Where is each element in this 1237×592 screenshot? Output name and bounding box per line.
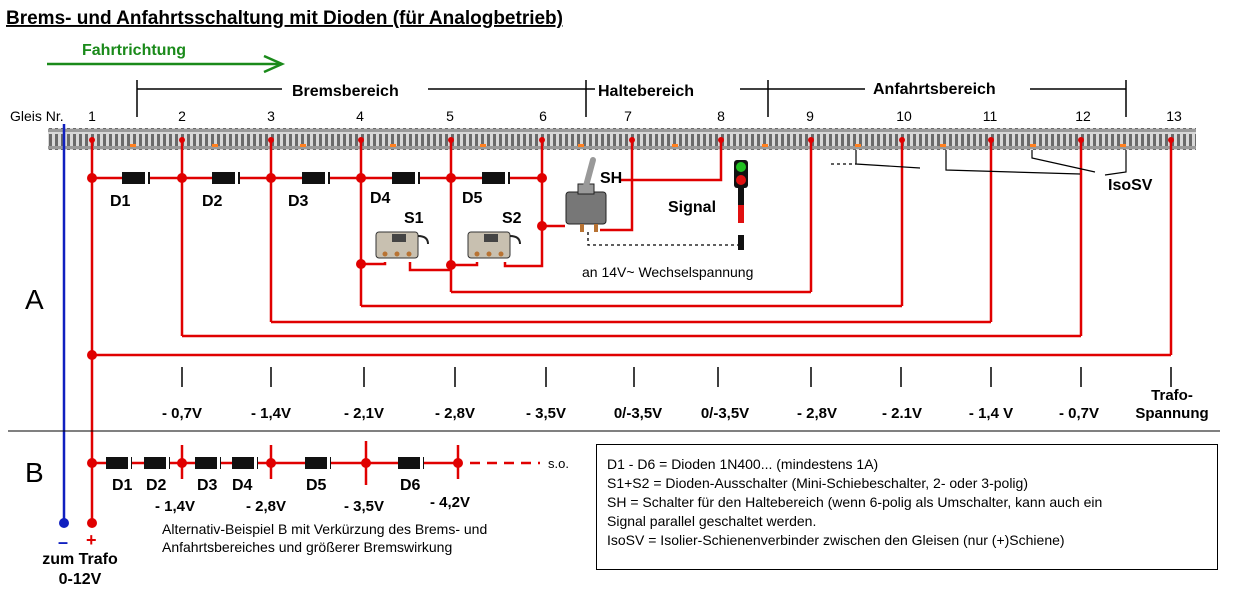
diode-icon (482, 171, 510, 185)
variant-b-label: B (25, 457, 44, 488)
track-number: 7 (624, 108, 632, 124)
signal-label: Signal (668, 199, 717, 216)
trafo-label-line-1: zum Trafo (42, 551, 118, 568)
diode-icon (195, 456, 221, 470)
slide-switch-s2-icon (468, 232, 520, 258)
b-voltage-labels (155, 494, 470, 515)
voltage-label: - 1,4V (154, 498, 196, 515)
diode-label: D3 (197, 477, 218, 494)
diode-label: D2 (146, 477, 167, 494)
voltage-label: - 1,4 V (968, 405, 1014, 422)
track-number: 12 (1075, 108, 1091, 124)
trafo-label-line-2: 0-12V (58, 571, 102, 588)
switch-label-s2: S2 (502, 210, 522, 227)
ac-label: an 14V~ Wechselspannung (582, 264, 754, 280)
track-number: 5 (446, 108, 454, 124)
voltage-label: - 2,8V (245, 498, 287, 515)
legend-line: D1 - D6 = Dioden 1N400... (mindestens 1A) (607, 456, 879, 472)
diode-icon (392, 171, 420, 185)
voltage-label: - 2,8V (796, 405, 838, 422)
voltage-label: - 4,2V (429, 494, 471, 511)
signal-icon (734, 160, 748, 250)
voltage-label: - 3,5V (525, 405, 567, 422)
legend-line: S1+S2 = Dioden-Ausschalter (Mini-Schiebeschalter, 2- oder 3-polig) (607, 475, 1028, 491)
track-number: 3 (267, 108, 275, 124)
track-number: 8 (717, 108, 725, 124)
voltage-label: - 3,5V (343, 498, 385, 515)
voltage-label: - 0,7V (1058, 405, 1100, 422)
diode-label: D4 (232, 477, 253, 494)
voltage-label: - 1,4V (250, 405, 292, 422)
legend-line: Signal parallel geschaltet werden. (607, 513, 817, 529)
legend-line: IsoSV = Isolier-Schienenverbinder zwischen den Gleisen (nur (+)Schiene) (607, 532, 1065, 548)
b-note-line-1: Alternativ-Beispiel B mit Verkürzung des Brems- und (162, 521, 488, 537)
diode-icon (212, 171, 240, 185)
voltage-label: - 0,7V (161, 405, 203, 422)
negative-terminal (59, 518, 69, 528)
track-number: 6 (539, 108, 547, 124)
diode-label: D2 (202, 193, 223, 210)
isosv-label: IsoSV (1108, 177, 1153, 194)
track-number: 2 (178, 108, 186, 124)
diode-icon (232, 456, 258, 470)
voltage-label: 0/-3,5V (700, 405, 750, 422)
variant-a-label: A (25, 284, 44, 315)
switch-label-sh: SH (600, 170, 623, 187)
so-label: s.o. (548, 456, 569, 471)
diagram-title: Brems- und Anfahrtsschaltung mit Dioden (für Analogbetrieb) (6, 8, 563, 29)
junction-dots (87, 137, 1174, 360)
voltage-label: 0/-3,5V (613, 405, 663, 422)
voltage-label: - 2,8V (434, 405, 476, 422)
diode-icon (122, 171, 150, 185)
track (48, 128, 1196, 150)
track-numbers (88, 108, 1182, 124)
track-number: 13 (1166, 108, 1182, 124)
diode-label: D1 (112, 477, 133, 494)
gleis-label: Gleis Nr. (10, 108, 64, 124)
voltage-labels (162, 387, 1209, 422)
section-label-halte: Haltebereich (598, 83, 695, 100)
section-label-brems: Bremsbereich (292, 83, 399, 100)
track-number: 4 (356, 108, 364, 124)
plus-label: + (86, 530, 97, 550)
section-label-anfahrt: Anfahrtsbereich (873, 81, 996, 98)
voltage-label: - 2.1V (881, 405, 923, 422)
diode-icon (305, 456, 331, 470)
diode-labels-b (112, 477, 421, 494)
diode-label: D1 (110, 193, 131, 210)
diode-label: D4 (370, 190, 391, 207)
positive-terminal (87, 518, 97, 528)
diode-icon (106, 456, 132, 470)
ac-dashed-lines (588, 195, 741, 245)
diode-labels-a (110, 190, 483, 210)
legend-box (596, 444, 1218, 570)
diode-label: D5 (462, 190, 483, 207)
voltage-ticks (182, 367, 1171, 387)
diode-label: D5 (306, 477, 327, 494)
track-number: 1 (88, 108, 96, 124)
diode-icon (302, 171, 330, 185)
diode-label: D3 (288, 193, 309, 210)
legend-line: SH = Schalter für den Haltebereich (wenn 6-polig als Umschalter, kann auch ein (607, 494, 1103, 510)
slide-switch-s1-icon (376, 232, 428, 258)
b-note-line-2: Anfahrtsbereiches und größerer Bremswirkung (162, 539, 453, 555)
minus-label: – (58, 532, 69, 552)
diode-icon (144, 456, 170, 470)
track-number: 9 (806, 108, 814, 124)
voltage-label-trafo: Trafo- (1151, 387, 1193, 404)
voltage-label: - 2,1V (343, 405, 385, 422)
diode-label: D6 (400, 477, 421, 494)
direction-label: Fahrtrichtung (82, 42, 186, 59)
track-number: 10 (896, 108, 912, 124)
track-number: 11 (982, 108, 998, 124)
voltage-label-trafo: Spannung (1135, 405, 1209, 422)
switch-label-s1: S1 (404, 210, 424, 227)
diode-icon (398, 456, 424, 470)
